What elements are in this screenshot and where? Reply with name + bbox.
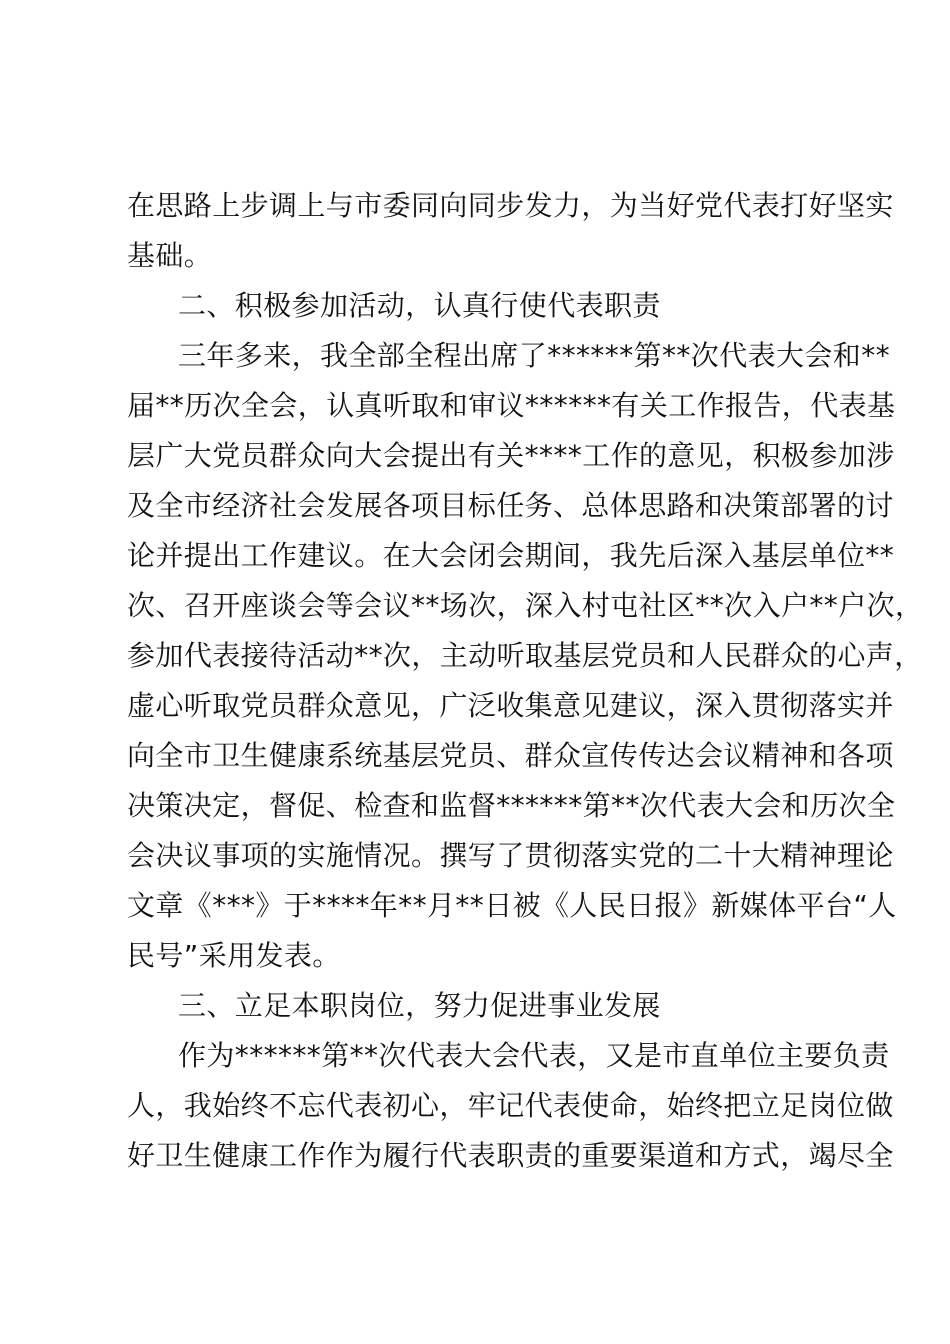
body-text-line: 次、召开座谈会等会议**场次，深入村屯社区**次入户**户次，: [127, 589, 924, 622]
paragraph-start-line: 作为******第**次代表大会代表，又是市直单位主要负责: [178, 1039, 890, 1072]
body-text-line: 论并提出工作建议。在大会闭会期间，我先后深入基层单位**: [127, 539, 895, 572]
body-text-line: 决策决定，督促、检查和监督******第**次代表大会和历次全: [127, 789, 896, 822]
body-text-line: 参加代表接待活动**次，主动听取基层党员和人民群众的心声，: [127, 639, 923, 672]
section-heading-2: 二、积极参加活动，认真行使代表职责: [178, 289, 661, 322]
body-text-line: 民号”采用发表。: [127, 939, 341, 972]
body-text-line: 层广大党员群众向大会提出有关****工作的意见，积极参加涉: [127, 439, 895, 472]
body-text-line: 文章《***》于****年**月**日被《人民日报》新媒体平台“人: [127, 889, 897, 922]
body-text-line: 好卫生健康工作作为履行代表职责的重要渠道和方式，竭尽全: [127, 1139, 894, 1172]
section-heading-3: 三、立足本职岗位，努力促进事业发展: [178, 989, 661, 1022]
paragraph-start-line: 三年多来，我全部全程出席了******第**次代表大会和**: [178, 339, 891, 372]
body-text-line: 基础。: [127, 239, 213, 272]
body-text-line: 在思路上步调上与市委同向同步发力，为当好党代表打好坚实: [127, 189, 894, 222]
body-text-line: 届**历次全会，认真听取和审议******有关工作报告，代表基: [127, 389, 896, 422]
body-text-line: 人，我始终不忘代表初心，牢记代表使命，始终把立足岗位做: [127, 1089, 894, 1122]
body-text-line: 虚心听取党员群众意见，广泛收集意见建议，深入贯彻落实并: [127, 689, 894, 722]
body-text-line: 及全市经济社会发展各项目标任务、总体思路和决策部署的讨: [127, 489, 894, 522]
body-text-line: 向全市卫生健康系统基层党员、群众宣传传达会议精神和各项: [127, 739, 894, 772]
body-text-line: 会决议事项的实施情况。撰写了贯彻落实党的二十大精神理论: [127, 839, 894, 872]
